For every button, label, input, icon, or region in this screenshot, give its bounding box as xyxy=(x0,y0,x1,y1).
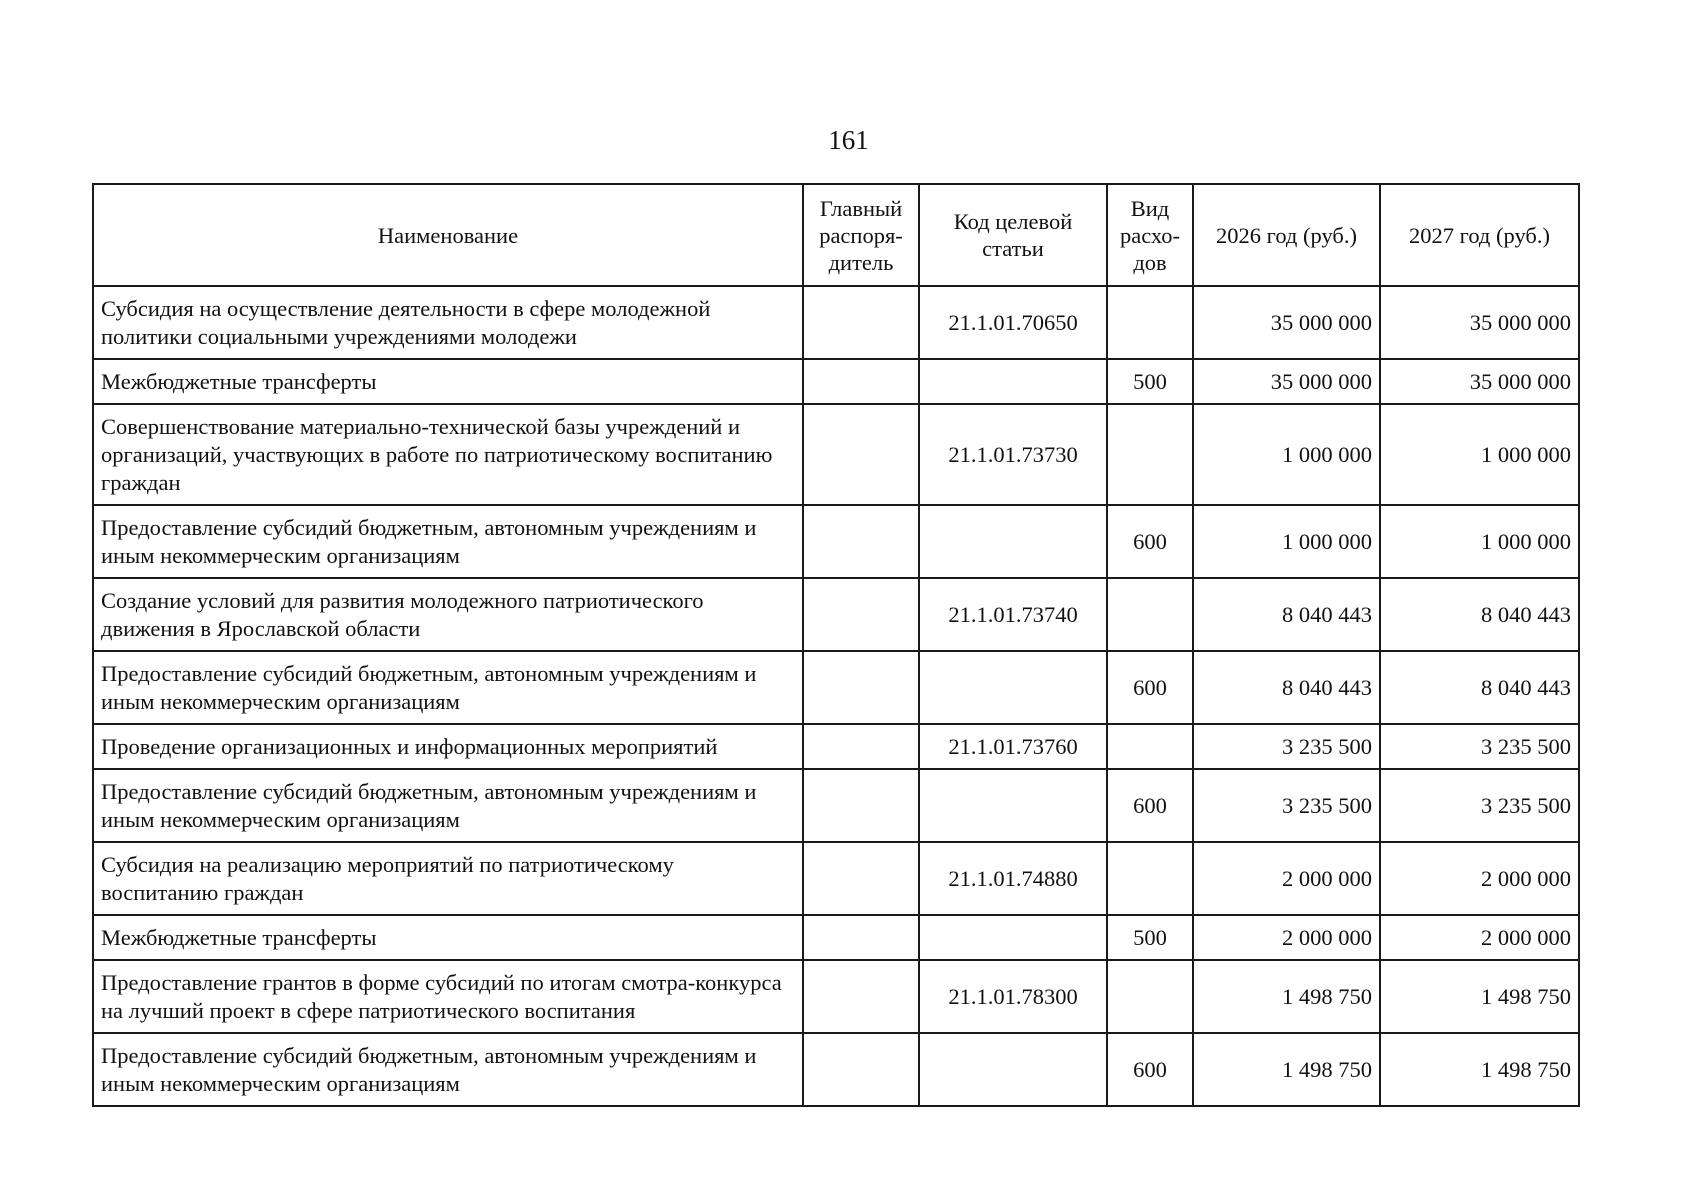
cell-kind xyxy=(1107,286,1193,359)
cell-2027: 1 498 750 xyxy=(1380,960,1579,1033)
cell-code: 21.1.01.74880 xyxy=(919,842,1107,915)
budget-table xyxy=(92,183,1580,1107)
cell-manager xyxy=(803,724,919,769)
table-row xyxy=(93,769,1579,842)
cell-name: Проведение организационных и информационных мероприятий xyxy=(93,724,803,769)
cell-2026: 35 000 000 xyxy=(1193,359,1380,404)
table-row xyxy=(93,286,1579,359)
cell-2026: 2 000 000 xyxy=(1193,915,1380,960)
table-row xyxy=(93,359,1579,404)
header-2026: 2026 год (руб.) xyxy=(1193,184,1380,286)
cell-2026: 8 040 443 xyxy=(1193,578,1380,651)
cell-2026: 1 000 000 xyxy=(1193,404,1380,505)
table-row xyxy=(93,915,1579,960)
cell-kind xyxy=(1107,960,1193,1033)
cell-name: Предоставление субсидий бюджетным, автономным учреждениям и иным некоммерческим организациям xyxy=(93,651,803,724)
cell-manager xyxy=(803,651,919,724)
cell-code xyxy=(919,915,1107,960)
cell-name: Субсидия на реализацию мероприятий по патриотическому воспитанию граждан xyxy=(93,842,803,915)
table-row xyxy=(93,1033,1579,1106)
cell-manager xyxy=(803,842,919,915)
cell-2027: 35 000 000 xyxy=(1380,359,1579,404)
cell-2027: 1 000 000 xyxy=(1380,404,1579,505)
cell-code xyxy=(919,359,1107,404)
cell-manager xyxy=(803,404,919,505)
cell-kind: 600 xyxy=(1107,1033,1193,1106)
cell-manager xyxy=(803,769,919,842)
cell-2026: 35 000 000 xyxy=(1193,286,1380,359)
header-code: Код целевой статьи xyxy=(919,184,1107,286)
cell-name: Предоставление субсидий бюджетным, автономным учреждениям и иным некоммерческим организациям xyxy=(93,505,803,578)
cell-2027: 8 040 443 xyxy=(1380,578,1579,651)
cell-code: 21.1.01.73730 xyxy=(919,404,1107,505)
cell-2027: 1 000 000 xyxy=(1380,505,1579,578)
cell-manager xyxy=(803,1033,919,1106)
cell-manager xyxy=(803,359,919,404)
table-row xyxy=(93,505,1579,578)
cell-name: Предоставление грантов в форме субсидий по итогам смотра-конкурса на лучший проект в сфере патриотического воспитания xyxy=(93,960,803,1033)
cell-kind: 500 xyxy=(1107,359,1193,404)
cell-manager xyxy=(803,505,919,578)
cell-code: 21.1.01.73740 xyxy=(919,578,1107,651)
table-row xyxy=(93,960,1579,1033)
cell-manager xyxy=(803,915,919,960)
cell-kind: 600 xyxy=(1107,505,1193,578)
cell-2027: 8 040 443 xyxy=(1380,651,1579,724)
table-row xyxy=(93,578,1579,651)
cell-2027: 2 000 000 xyxy=(1380,915,1579,960)
cell-kind xyxy=(1107,404,1193,505)
header-name: Наименование xyxy=(93,184,803,286)
cell-name: Предоставление субсидий бюджетным, автономным учреждениям и иным некоммерческим организациям xyxy=(93,769,803,842)
cell-2026: 3 235 500 xyxy=(1193,724,1380,769)
cell-code xyxy=(919,651,1107,724)
cell-manager xyxy=(803,286,919,359)
header-kind: Вид расхо-дов xyxy=(1107,184,1193,286)
cell-code xyxy=(919,769,1107,842)
cell-manager xyxy=(803,960,919,1033)
cell-name: Создание условий для развития молодежного патриотического движения в Ярославской области xyxy=(93,578,803,651)
cell-2026: 1 000 000 xyxy=(1193,505,1380,578)
cell-name: Субсидия на осуществление деятельности в сфере молодежной политики социальными учреждениями молодежи xyxy=(93,286,803,359)
cell-2027: 35 000 000 xyxy=(1380,286,1579,359)
cell-code: 21.1.01.70650 xyxy=(919,286,1107,359)
header-manager: Главный распоря-дитель xyxy=(803,184,919,286)
cell-kind: 600 xyxy=(1107,769,1193,842)
cell-2027: 1 498 750 xyxy=(1380,1033,1579,1106)
cell-name: Совершенствование материально-технической базы учреждений и организаций, участвующих в работе по патриотическому воспитанию граждан xyxy=(93,404,803,505)
cell-code: 21.1.01.73760 xyxy=(919,724,1107,769)
cell-2027: 3 235 500 xyxy=(1380,724,1579,769)
table-row xyxy=(93,842,1579,915)
cell-manager xyxy=(803,578,919,651)
cell-2026: 8 040 443 xyxy=(1193,651,1380,724)
cell-2027: 3 235 500 xyxy=(1380,769,1579,842)
table-row xyxy=(93,724,1579,769)
cell-2026: 2 000 000 xyxy=(1193,842,1380,915)
cell-kind xyxy=(1107,578,1193,651)
header-2027: 2027 год (руб.) xyxy=(1380,184,1579,286)
cell-kind: 600 xyxy=(1107,651,1193,724)
table-row xyxy=(93,404,1579,505)
cell-2026: 1 498 750 xyxy=(1193,1033,1380,1106)
page-number: 161 xyxy=(828,125,869,155)
cell-kind xyxy=(1107,724,1193,769)
cell-2026: 1 498 750 xyxy=(1193,960,1380,1033)
table-header-row xyxy=(93,184,1579,286)
cell-name: Предоставление субсидий бюджетным, автономным учреждениям и иным некоммерческим организациям xyxy=(93,1033,803,1106)
cell-2026: 3 235 500 xyxy=(1193,769,1380,842)
cell-code xyxy=(919,1033,1107,1106)
cell-code: 21.1.01.78300 xyxy=(919,960,1107,1033)
cell-code xyxy=(919,505,1107,578)
table-row xyxy=(93,651,1579,724)
cell-kind xyxy=(1107,842,1193,915)
cell-name: Межбюджетные трансферты xyxy=(93,915,803,960)
cell-2027: 2 000 000 xyxy=(1380,842,1579,915)
cell-name: Межбюджетные трансферты xyxy=(93,359,803,404)
cell-kind: 500 xyxy=(1107,915,1193,960)
